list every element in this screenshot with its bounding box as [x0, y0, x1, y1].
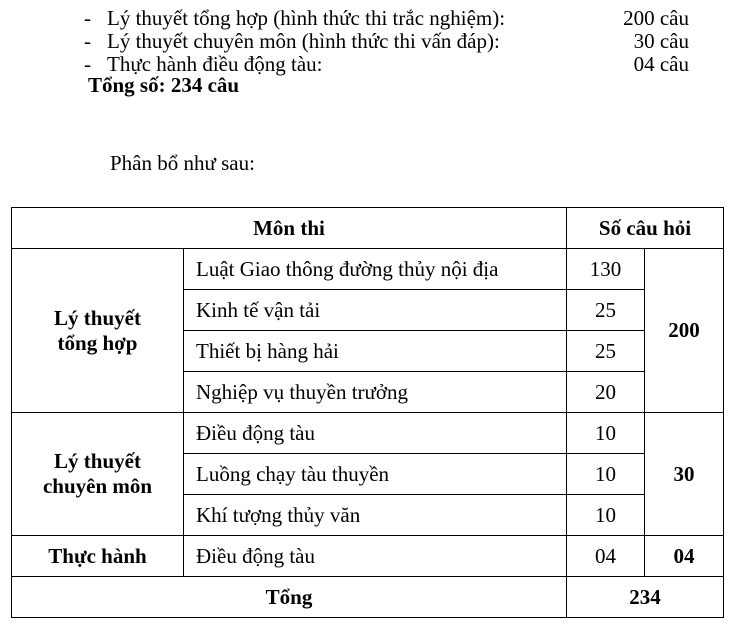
- group-name: [12, 413, 184, 536]
- subject-cell: Luồng chạy tàu thuyền: [184, 454, 567, 495]
- table-total-row: [12, 577, 724, 618]
- group-name-line: Lý thuyết: [54, 449, 141, 473]
- group-name-line: Lý thuyết: [54, 305, 141, 330]
- count-cell: 25: [567, 331, 645, 372]
- subject-cell: Nghiệp vụ thuyền trưởng: [184, 372, 567, 413]
- group-name-line: tổng hợp: [57, 330, 138, 355]
- count-cell: 04: [567, 536, 645, 577]
- group-subtotal: 30: [645, 413, 724, 536]
- table-row: [12, 413, 724, 454]
- subject-cell: Khí tượng thủy văn: [184, 495, 567, 536]
- group-name: Thực hành: [12, 536, 184, 577]
- summary-item-label: Lý thuyết chuyên môn (hình thức thi vấn đáp):: [107, 29, 500, 53]
- bullet-dash: -: [84, 29, 91, 53]
- subject-cell: Điều động tàu: [184, 536, 567, 577]
- table-row: [12, 249, 724, 290]
- summary-item-count: 04 câu: [633, 52, 689, 76]
- group-subtotal: 04: [645, 536, 724, 577]
- bullet-dash: -: [84, 52, 91, 76]
- summary-item-count: 30 câu: [633, 29, 689, 53]
- subject-cell: Luật Giao thông đường thủy nội địa: [184, 249, 567, 290]
- total-label: Tổng: [12, 577, 567, 618]
- count-cell: 25: [567, 290, 645, 331]
- table-row: [12, 536, 724, 577]
- count-cell: 10: [567, 413, 645, 454]
- group-name: [12, 249, 184, 413]
- count-cell: 10: [567, 454, 645, 495]
- count-cell: 10: [567, 495, 645, 536]
- header-subject: Môn thi: [12, 208, 567, 249]
- subject-cell: Kinh tế vận tải: [184, 290, 567, 331]
- summary-item-label: Lý thuyết tổng hợp (hình thức thi trắc nghiệm):: [107, 6, 506, 30]
- summary-item-count: 200 câu: [623, 6, 689, 30]
- subject-cell: Điều động tàu: [184, 413, 567, 454]
- bullet-dash: -: [84, 6, 91, 30]
- header-questions: Số câu hỏi: [567, 208, 724, 249]
- summary-item-label: Thực hành điều động tàu:: [107, 52, 323, 76]
- count-cell: 20: [567, 372, 645, 413]
- allocation-intro: Phân bổ như sau:: [110, 151, 255, 175]
- table-header-row: [12, 208, 724, 249]
- question-allocation-table: [11, 207, 724, 618]
- count-cell: 130: [567, 249, 645, 290]
- group-name-line: chuyên môn: [42, 474, 153, 498]
- group-subtotal: 200: [645, 249, 724, 413]
- total-value: 234: [567, 577, 724, 618]
- subject-cell: Thiết bị hàng hải: [184, 331, 567, 372]
- summary-total: Tổng số: 234 câu: [88, 73, 240, 97]
